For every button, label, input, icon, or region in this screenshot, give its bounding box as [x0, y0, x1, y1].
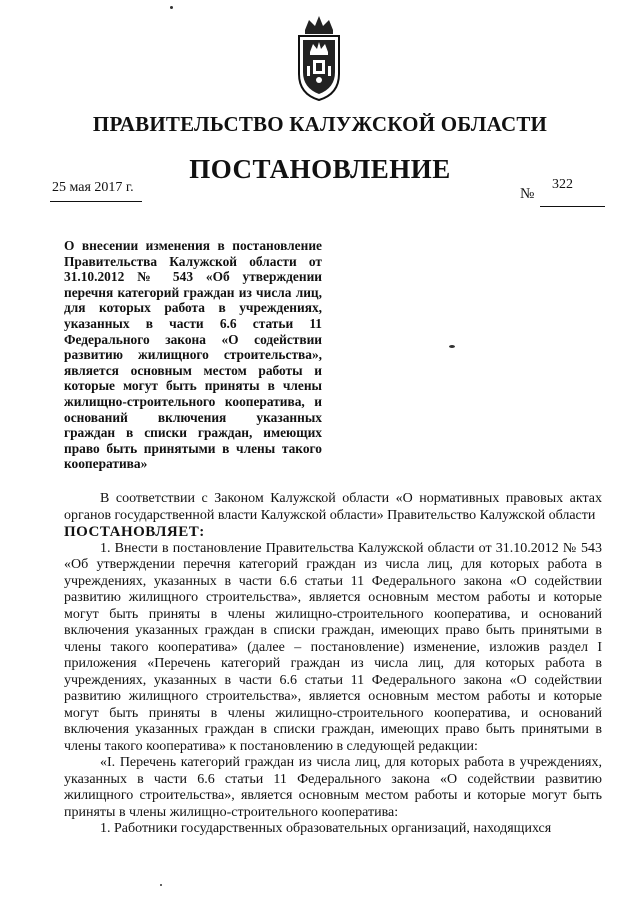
document-date: 25 мая 2017 г.	[52, 180, 134, 195]
scan-speck	[160, 884, 162, 886]
document-number: 322	[552, 177, 573, 192]
number-underline	[540, 206, 605, 207]
decree-word: ПОСТАНОВЛЯЕТ:	[64, 524, 205, 540]
government-title: ПРАВИТЕЛЬСТВО КАЛУЖСКОЙ ОБЛАСТИ	[92, 112, 548, 136]
document-body	[64, 491, 602, 838]
subitem-1-paragraph: 1. Работники государственных образовательных организаций, находящихся	[100, 821, 552, 836]
coat-of-arms-icon	[293, 14, 345, 102]
date-underline	[50, 201, 142, 202]
scan-speck	[449, 345, 455, 348]
section-1-paragraph: «I. Перечень категорий граждан из числа лиц, для которых работа в учреждениях, указанных в части 6.6 статьи 11 Федерального закона «О содействии развитию жилищного строительства», является основным местом работы и которые могут быть приняты в члены жилищно-строительного кооператива:	[64, 755, 602, 820]
item-1-paragraph: 1. Внести в постановление Правительства Калужской области от 31.10.2012 № 543 «Об утверждении перечня категорий граждан из числа лиц, для которых работа в учреждениях, указанных в части 6.6 статьи 11 Федерального закона «О содействии развитию жилищного строительства», является основным местом работы и которые могут быть приняты в члены жилищно-строительного кооператива, и оснований включения указанных граждан в списки граждан, имеющих право быть принятыми в члены такого кооператива» (далее – постановление) изменение, изложив раздел I приложения «Перечень категорий граждан из числа лиц, для которых работа в учреждениях, указанных в части 6.6 статьи 11 Федерального закона «О содействии развитию жилищного строительства», является основным местом работы и которые могут быть приняты в члены жилищно-строительного кооператива, и оснований включения указанных граждан в списки граждан, имеющих право быть принятыми в члены такого кооператива» к постановлению в следующей редакции:	[64, 540, 602, 754]
number-sign: №	[520, 186, 535, 202]
intro-paragraph: В соответствии с Законом Калужской области «О нормативных правовых актах органов государственной власти Калужской области» Правительство Калужской области	[64, 491, 602, 523]
document-type: ПОСТАНОВЛЕНИЕ	[189, 154, 451, 184]
scan-speck	[170, 6, 173, 9]
document-subject: О внесении изменения в постановление Правительства Калужской области от 31.10.2012 № 543 «Об утверждении перечня категорий граждан из числа лиц, для которых работа в учреждениях, указанных в части 6.6 статьи 11 Федерального закона «О содействии развитию жилищного строительства», является основным местом работы и которые могут быть приняты в члены жилищно-строительного кооператива, и оснований включения указанных граждан в списки граждан, имеющих право быть принятыми в члены такого кооператива»	[64, 238, 322, 472]
